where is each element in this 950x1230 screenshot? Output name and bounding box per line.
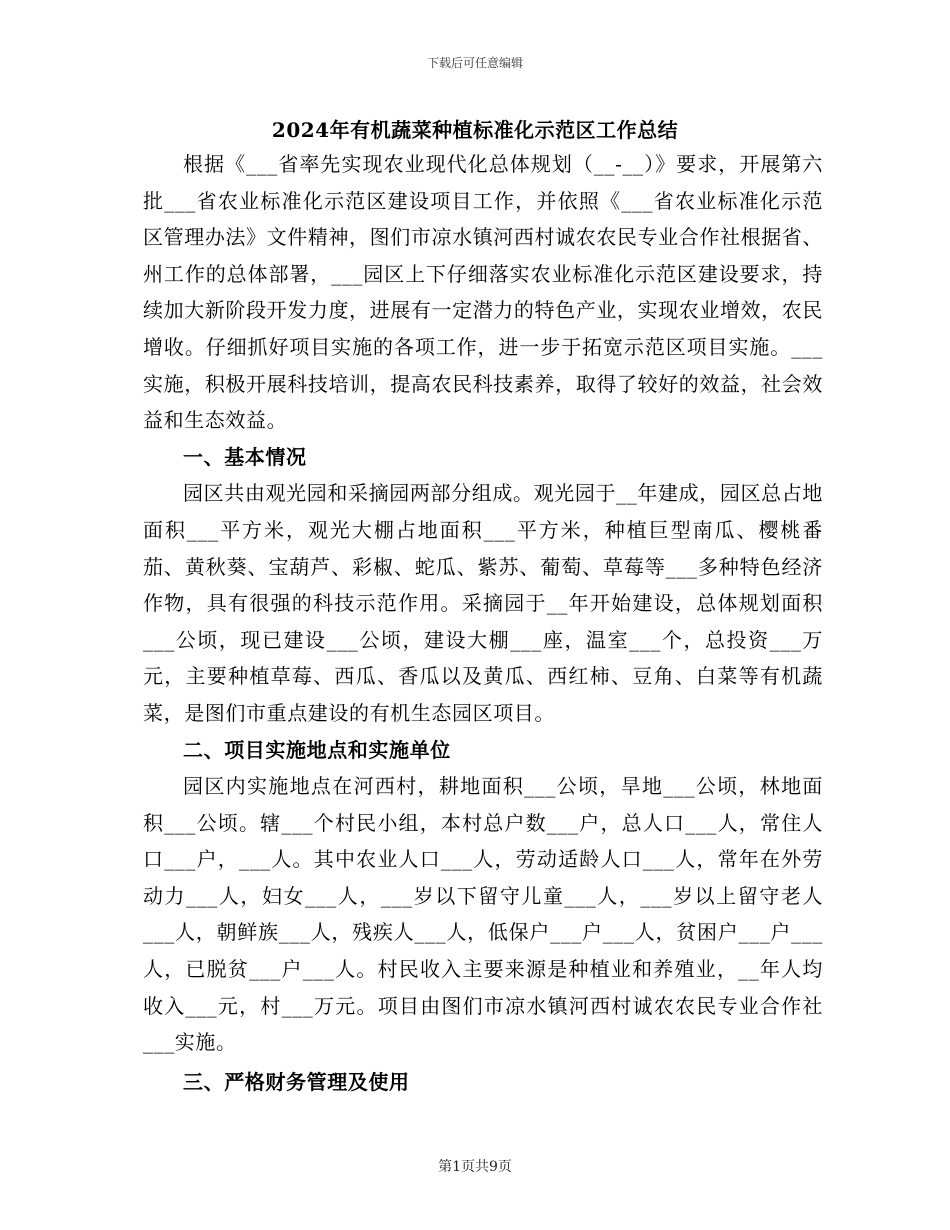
document-body xyxy=(143,146,823,1100)
location-paragraph: 园区内实施地点在河西村，耕地面积___公顷，旱地___公顷，林地面积___公顷。辖___个村民小组，本村总户数___户，总人口___人，常住人口___户，___人。其中农业人口___人，劳动适龄人口___人，常年在外劳动力___人，妇女___人，___岁以下留守儿童___人，___岁以上留守老人___人，朝鲜族___人，残疾人___人，低保户___户___人，贫困户___户___人，已脱贫___户___人。村民收入主要来源是种植业和养殖业，__年人均收入___元，村___万元。项目由图们市凉水镇河西村诚农农民专业合作社___实施。 xyxy=(143,774,823,1055)
section-heading-location: 二、项目实施地点和实施单位 xyxy=(183,737,451,762)
page-number-footer: 第1页共9页 xyxy=(438,1159,512,1175)
basic-info-paragraph: 园区共由观光园和采摘园两部分组成。观光园于__年建成，园区总占地面积___平方米，观光大棚占地面积___平方米，种植巨型南瓜、樱桃番茄、黄秋葵、宝葫芦、彩椒、蛇瓜、紫苏、葡萄、草莓等___多种特色经济作物，具有很强的科技示范作用。采摘园于__年开始建设，总体规划面积___公顷，现已建设___公顷，建设大棚___座，温室___个，总投资___万元，主要种植草莓、西瓜、香瓜以及黄瓜、西红柿、豆角、白菜等有机蔬菜，是图们市重点建设的有机生态园区项目。 xyxy=(143,481,823,725)
intro-paragraph: 根据《___省率先实现农业现代化总体规划（__-__）》要求，开展第六批___省农业标准化示范区建设项目工作，并依照《___省农业标准化示范区管理办法》文件精神，图们市凉水镇河西村诚农农民专业合作社根据省、州工作的总体部署，___园区上下仔细落实农业标准化示范区建设要求，持续加大新阶段开发力度，进展有一定潜力的特色产业，实现农业增效，农民增收。仔细抓好项目实施的各项工作，进一步于拓宽示范区项目实施。___实施，积极开展科技培训，提高农民科技素养，取得了较好的效益，社会效益和生态效益。 xyxy=(143,152,823,433)
section-heading-finance: 三、严格财务管理及使用 xyxy=(183,1069,410,1094)
section-heading-basic: 一、基本情况 xyxy=(183,444,307,469)
document-title: 2024年有机蔬菜种植标准化示范区工作总结 xyxy=(271,118,679,142)
header-note: 下载后可任意编辑 xyxy=(426,56,523,70)
